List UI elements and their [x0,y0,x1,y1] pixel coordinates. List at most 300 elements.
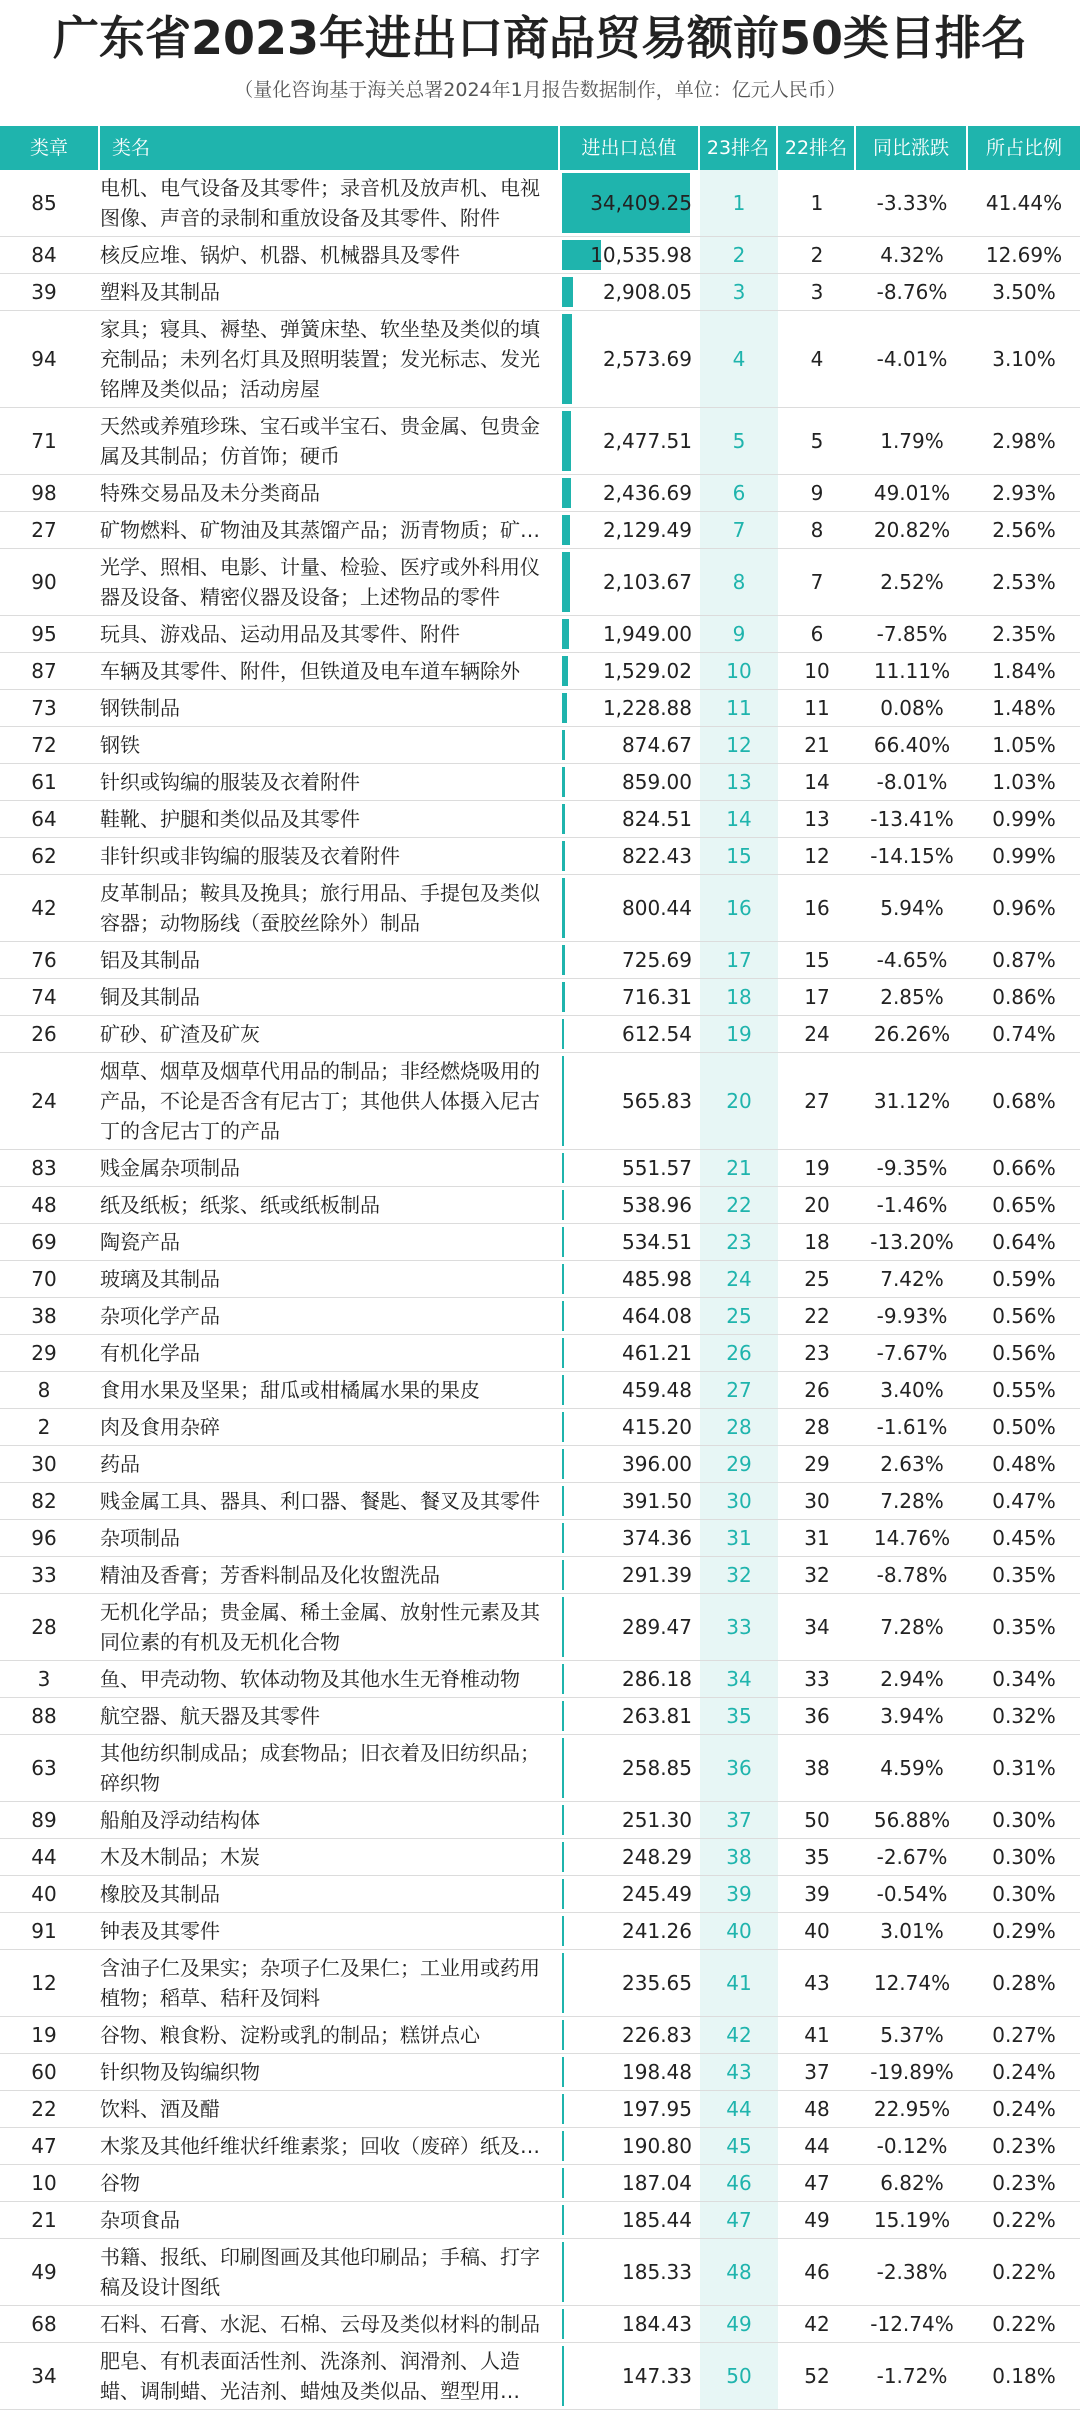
rank-2023: 38 [700,1839,778,1875]
table-row [0,1557,1080,1594]
share-percent: 0.45% [992,1526,1056,1550]
trade-value: 263.81 [622,1704,692,1728]
rank-2022: 37 [804,2060,830,2084]
yoy-change: -9.35% [876,1156,948,1180]
table-row [0,1913,1080,1950]
share-percent: 0.56% [992,1341,1056,1365]
category-name-text: 航空器、航天器及其零件 [100,1704,320,1728]
rank-2023: 35 [700,1698,778,1734]
rank-2023: 36 [700,1735,778,1801]
value-bar [562,2346,564,2406]
category-name-text: 饮料、酒及醋 [100,2097,220,2121]
value-bar [562,1842,564,1872]
category-name [100,2128,550,2164]
table-row [0,1409,1080,1446]
trade-value: 2,129.49 [602,518,692,542]
category-name-text: 车辆及其零件、附件，但铁道及电车道车辆除外 [100,659,520,683]
trade-value: 10,535.98 [590,243,692,267]
rank-2023: 22 [700,1187,778,1223]
rank-2023: 3 [700,274,778,310]
category-code: 70 [31,1267,57,1291]
share-percent: 0.28% [992,1971,1056,1995]
category-name-text: 鱼、甲壳动物、软体动物及其他水生无脊椎动物 [100,1667,520,1691]
trade-value-cell [560,1802,700,1838]
rank-2023: 11 [700,690,778,726]
rank-2022: 25 [804,1267,830,1291]
category-name [100,1557,550,1593]
yoy-change: -13.20% [870,1230,954,1254]
rank-2022: 6 [810,622,824,646]
value-bar [562,841,565,871]
rank-2022: 15 [804,948,830,972]
rank-2022: 33 [804,1667,830,1691]
trade-value-cell [560,2054,700,2090]
share-percent: 0.22% [992,2208,1056,2232]
trade-value-cell [560,1913,700,1949]
trade-value-cell [560,549,700,615]
category-name-text: 谷物 [100,2171,140,2195]
table-row [0,274,1080,311]
value-bar [562,656,568,686]
rank-2022: 41 [804,2023,830,2047]
yoy-change: 0.08% [880,696,944,720]
trade-value-cell [560,1150,700,1186]
yoy-change: -8.76% [876,280,948,304]
value-bar [562,878,565,938]
rank-2022: 43 [804,1971,830,1995]
yoy-change: -1.72% [876,2364,948,2388]
rank-2022: 3 [810,280,824,304]
category-name [100,2054,550,2090]
rank-2022: 18 [804,1230,830,1254]
table-row [0,653,1080,690]
yoy-change: -0.54% [876,1882,948,1906]
share-percent: 2.35% [992,622,1056,646]
category-code: 47 [31,2134,57,2158]
value-bar [562,2168,564,2198]
rank-2023: 39 [700,1876,778,1912]
yoy-change: 49.01% [873,481,951,505]
table-row [0,875,1080,942]
page-title: 广东省2023年进出口商品贸易额前50类目排名 [52,11,1028,65]
trade-value-cell [560,2343,700,2409]
category-code: 95 [31,622,57,646]
category-code: 12 [31,1971,57,1995]
value-bar [562,730,565,760]
rank-2023: 41 [700,1950,778,2016]
value-bar [562,1597,564,1657]
category-name [100,616,550,652]
category-name [100,1839,550,1875]
category-code: 96 [31,1526,57,1550]
share-percent: 0.31% [992,1756,1056,1780]
rank-2023: 28 [700,1409,778,1445]
yoy-change: -7.67% [876,1341,948,1365]
trade-value-cell [560,1557,700,1593]
rank-2023: 15 [700,838,778,874]
share-percent: 0.66% [992,1156,1056,1180]
rank-2023: 2 [700,237,778,273]
yoy-change: 2.94% [880,1667,944,1691]
share-percent: 0.35% [992,1615,1056,1639]
rank-2022: 26 [804,1378,830,1402]
category-code: 71 [31,429,57,453]
category-name-text: 钢铁 [100,733,140,757]
rank-2022: 1 [810,191,824,215]
category-code: 21 [31,2208,57,2232]
table-row [0,475,1080,512]
trade-value: 226.83 [622,2023,692,2047]
rank-2022: 20 [804,1193,830,1217]
value-bar [562,552,570,612]
category-name-text: 特殊交易品及未分类商品 [100,481,320,505]
category-code: 30 [31,1452,57,1476]
table-row [0,1661,1080,1698]
rank-2023: 37 [700,1802,778,1838]
category-name-text: 铝及其制品 [100,948,200,972]
yoy-change: 22.95% [873,2097,951,2121]
table-row [0,1372,1080,1409]
category-name-text: 木及木制品；木炭 [100,1845,260,1869]
header-share: 所占比例 [985,137,1062,159]
value-bar [562,2020,564,2050]
trade-value-cell [560,512,700,548]
category-name-text: 陶瓷产品 [100,1230,180,1254]
yoy-change: 3.94% [880,1704,944,1728]
yoy-change: 12.74% [873,1971,951,1995]
category-name-text: 光学、照相、电影、计量、检验、医疗或外科用仪器及设备、精密仪器及设备；上述物品的零件 [100,555,540,609]
rank-2022: 36 [804,1704,830,1728]
share-percent: 0.32% [992,1704,1056,1728]
rank-2023: 27 [700,1372,778,1408]
category-name [100,764,550,800]
share-percent: 1.84% [992,659,1056,683]
category-name [100,838,550,874]
rank-2022: 49 [804,2208,830,2232]
rank-2023: 48 [700,2239,778,2305]
category-name [100,311,550,407]
trade-value: 289.47 [622,1615,692,1639]
trade-value: 464.08 [622,1304,692,1328]
category-code: 26 [31,1022,57,1046]
yoy-change: 31.12% [873,1089,951,1113]
value-bar [562,2057,564,2087]
trade-value-cell [560,764,700,800]
rank-2023: 43 [700,2054,778,2090]
category-name [100,1661,550,1697]
share-percent: 0.87% [992,948,1056,972]
category-name [100,1950,550,2016]
trade-value-cell [560,653,700,689]
category-code: 83 [31,1156,57,1180]
rank-2023: 49 [700,2306,778,2342]
yoy-change: 66.40% [873,733,951,757]
trade-value-cell [560,1224,700,1260]
trade-value: 2,573.69 [602,347,692,371]
share-percent: 0.29% [992,1919,1056,1943]
value-bar [562,1953,564,2013]
value-bar [562,2094,564,2124]
trade-value-cell [560,274,700,310]
trade-value: 198.48 [622,2060,692,2084]
rank-2023: 25 [700,1298,778,1334]
trade-value: 2,103.67 [602,570,692,594]
table-row [0,2128,1080,2165]
rank-2022: 22 [804,1304,830,1328]
trade-value-cell [560,1876,700,1912]
table-row [0,1224,1080,1261]
rank-2023: 45 [700,2128,778,2164]
trade-value-cell [560,1016,700,1052]
yoy-change: 7.42% [880,1267,944,1291]
category-code: 88 [31,1704,57,1728]
table-header [0,126,1080,170]
table-row [0,2091,1080,2128]
category-name [100,727,550,763]
page-subtitle: （量化咨询基于海关总署2024年1月报告数据制作，单位：亿元人民币） [234,79,846,101]
table-row [0,942,1080,979]
share-percent: 0.35% [992,1563,1056,1587]
table-row [0,979,1080,1016]
trade-value: 725.69 [622,948,692,972]
trade-value: 859.00 [622,770,692,794]
rank-2022: 23 [804,1341,830,1365]
rank-2023: 14 [700,801,778,837]
rank-2023: 42 [700,2017,778,2053]
table-row [0,311,1080,408]
rank-2023: 46 [700,2165,778,2201]
rank-2023: 29 [700,1446,778,1482]
rank-2023: 1 [700,170,778,236]
rank-2022: 27 [804,1089,830,1113]
category-code: 84 [31,243,57,267]
table-row [0,1016,1080,1053]
category-code: 19 [31,2023,57,2047]
yoy-change: 20.82% [873,518,951,542]
rank-2022: 44 [804,2134,830,2158]
value-bar [562,982,565,1012]
trade-value: 824.51 [622,807,692,831]
category-code: 73 [31,696,57,720]
category-name [100,1802,550,1838]
trade-value: 538.96 [622,1193,692,1217]
category-name-text: 船舶及浮动结构体 [100,1808,260,1832]
share-percent: 0.24% [992,2097,1056,2121]
trade-value-cell [560,616,700,652]
category-name-text: 纸及纸板；纸浆、纸或纸板制品 [100,1193,380,1217]
rank-2023: 17 [700,942,778,978]
yoy-change: 6.82% [880,2171,944,2195]
table-row [0,1876,1080,1913]
category-name [100,1594,550,1660]
value-bar [562,1019,564,1049]
category-code: 27 [31,518,57,542]
category-name [100,2091,550,2127]
category-name-text: 非针织或非钩编的服装及衣着附件 [100,844,400,868]
value-bar [562,1701,564,1731]
trade-value: 800.44 [622,896,692,920]
trade-value: 2,477.51 [602,429,692,453]
yoy-change: 11.11% [873,659,951,683]
yoy-change: -1.61% [876,1415,948,1439]
value-bar [562,693,567,723]
category-name [100,875,550,941]
value-bar [562,767,565,797]
rank-2022: 10 [804,659,830,683]
trade-value: 2,908.05 [602,280,692,304]
trade-value-cell [560,801,700,837]
trade-value-cell [560,475,700,511]
table-row [0,2239,1080,2306]
rank-2022: 5 [810,429,824,453]
table-row [0,727,1080,764]
trade-value-cell [560,2165,700,2201]
rank-2022: 19 [804,1156,830,1180]
category-name [100,1876,550,1912]
share-percent: 0.18% [992,2364,1056,2388]
value-bar [562,804,565,834]
category-name-text: 贱金属杂项制品 [100,1156,240,1180]
category-name-text: 橡胶及其制品 [100,1882,220,1906]
rank-2022: 42 [804,2312,830,2336]
trade-value-cell [560,2202,700,2238]
value-bar [562,2309,564,2339]
share-percent: 0.23% [992,2171,1056,2195]
yoy-change: 15.19% [873,2208,951,2232]
share-percent: 0.74% [992,1022,1056,1046]
trade-value-cell [560,1950,700,2016]
table-row [0,1298,1080,1335]
trade-value: 459.48 [622,1378,692,1402]
value-bar [562,619,569,649]
category-code: 72 [31,733,57,757]
rank-2023: 18 [700,979,778,1015]
table-row [0,1053,1080,1150]
table-row [0,1950,1080,2017]
share-percent: 1.05% [992,733,1056,757]
trade-value: 241.26 [622,1919,692,1943]
share-percent: 0.64% [992,1230,1056,1254]
category-code: 3 [37,1667,51,1691]
yoy-change: -9.93% [876,1304,948,1328]
yoy-change: 7.28% [880,1615,944,1639]
category-name-text: 杂项制品 [100,1526,180,1550]
rank-2023: 12 [700,727,778,763]
category-code: 62 [31,844,57,868]
table-row [0,838,1080,875]
yoy-change: 3.01% [880,1919,944,1943]
header-yoy: 同比涨跌 [856,126,968,170]
table-row [0,1261,1080,1298]
share-percent: 0.59% [992,1267,1056,1291]
rank-2022: 50 [804,1808,830,1832]
category-name [100,2202,550,2238]
share-percent: 0.48% [992,1452,1056,1476]
category-code: 60 [31,2060,57,2084]
share-percent: 0.56% [992,1304,1056,1328]
yoy-change: -4.01% [876,347,948,371]
category-name-text: 杂项食品 [100,2208,180,2232]
category-name-text: 针织物及钩编织物 [100,2060,260,2084]
value-bar [562,1412,564,1442]
header-value: 进出口总值 [560,126,700,170]
trade-value: 185.33 [622,2260,692,2284]
value-bar [562,1916,564,1946]
rank-2022: 30 [804,1489,830,1513]
share-percent: 1.03% [992,770,1056,794]
category-name [100,1335,550,1371]
yoy-change: -13.41% [870,807,954,831]
category-code: 22 [31,2097,57,2121]
header-rank23: 23排名 [700,126,778,170]
category-code: 61 [31,770,57,794]
yoy-change: 2.52% [880,570,944,594]
value-bar [562,2131,564,2161]
rank-2023: 7 [700,512,778,548]
header-name: 类名 [100,126,560,170]
trade-value: 245.49 [622,1882,692,1906]
share-percent: 0.34% [992,1667,1056,1691]
trade-value-cell [560,1735,700,1801]
yoy-change: 2.85% [880,985,944,1009]
share-percent: 0.47% [992,1489,1056,1513]
category-code: 74 [31,985,57,1009]
category-name-text: 铜及其制品 [100,985,200,1009]
share-percent: 0.30% [992,1882,1056,1906]
rank-2022: 46 [804,2260,830,2284]
category-name-text: 肉及食用杂碎 [100,1415,220,1439]
category-code: 24 [31,1089,57,1113]
share-percent: 0.22% [992,2312,1056,2336]
category-name [100,549,550,615]
trade-value-cell [560,838,700,874]
share-percent: 0.96% [992,896,1056,920]
rank-2023: 30 [700,1483,778,1519]
category-name-text: 无机化学品；贵金属、稀土金属、放射性元素及其同位素的有机及无机化合物 [100,1600,540,1654]
category-name-text: 石料、石膏、水泥、石棉、云母及类似材料的制品 [100,2312,540,2336]
trade-value: 197.95 [622,2097,692,2121]
trade-value: 396.00 [622,1452,692,1476]
trade-value-cell [560,1520,700,1556]
trade-value: 248.29 [622,1845,692,1869]
trade-value: 374.36 [622,1526,692,1550]
category-name [100,512,550,548]
table-row [0,2306,1080,2343]
value-bar [562,515,570,545]
category-code: 42 [31,896,57,920]
category-name [100,1016,550,1052]
category-name-text: 天然或养殖珍珠、宝石或半宝石、贵金属、包贵金属及其制品；仿首饰；硬币 [100,414,540,468]
category-name [100,1483,550,1519]
trade-value: 34,409.25 [590,191,692,215]
category-name-text: 矿物燃料、矿物油及其蒸馏产品；沥青物质；矿物 [100,518,540,542]
yoy-change: 14.76% [873,1526,951,1550]
category-name-text: 针织或钩编的服装及衣着附件 [100,770,360,794]
category-code: 98 [31,481,57,505]
trade-value-cell [560,2239,700,2305]
table-row [0,616,1080,653]
category-name-text: 贱金属工具、器具、利口器、餐匙、餐叉及其零件 [100,1489,540,1513]
category-name-text: 皮革制品；鞍具及挽具；旅行用品、手提包及类似容器；动物肠线（蚕胶丝除外）制品 [100,881,540,935]
share-percent: 2.93% [992,481,1056,505]
category-code: 76 [31,948,57,972]
trade-value-cell [560,690,700,726]
rank-2023: 4 [700,311,778,407]
rank-2022: 29 [804,1452,830,1476]
yoy-change: -12.74% [870,2312,954,2336]
category-name [100,408,550,474]
category-name-text: 家具；寝具、褥垫、弹簧床垫、软坐垫及类似的填充制品；未列名灯具及照明装置；发光标志、发光铭牌及类似品；活动房屋 [100,317,540,401]
